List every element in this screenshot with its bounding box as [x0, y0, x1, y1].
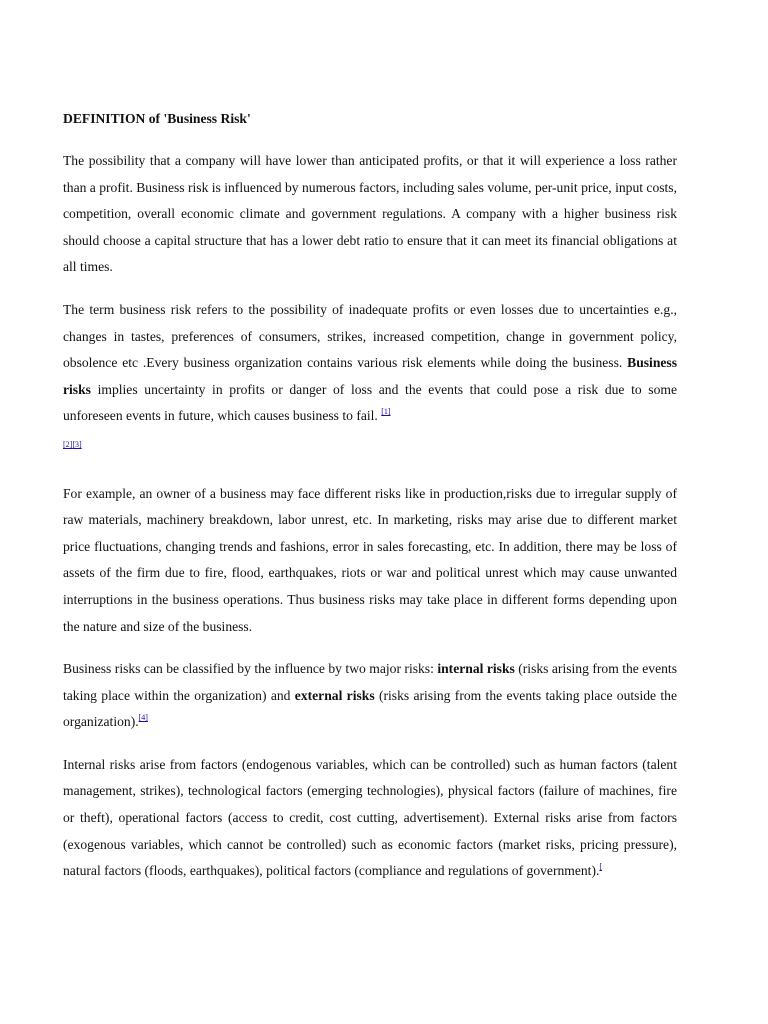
paragraph-classification-text-c: (risks arising from the events taking place outside the organization). — [63, 687, 677, 730]
paragraph-example: For example, an owner of a business may face different risks like in production,risks due to irregular supply of raw materials, machinery breakdown, labor unrest, etc. In marketing, risks may arise due to different market price fluctuations, changing trends and fashions, error in sales forecasting, etc. In addition, there may be loss of assets of the firm due to fire, flood, earthquakes, riots or war and political unrest which may cause unwanted interruptions in the business operations. Thus business risks may take place in different forms depending upon the nature and size of the business. — [63, 485, 677, 634]
bold-business-risks: Business risks — [63, 355, 677, 397]
bold-external-risks: external risks — [294, 687, 375, 703]
paragraph-term-text-b: implies uncertainty in profits or danger of loss and the events that could pose a risk due to some unforeseen events in future, which causes business to fail. — [63, 381, 677, 424]
paragraph-term-text-a: The term business risk refers to the possibility of inadequate profits or even losses due to uncertainties e.g., changes in tastes, preferences of consumers, strikes, increased competition, change in government policy, obsolence etc .Every business organization contains various risk elements while doing the business. — [63, 301, 677, 371]
paragraph-internal-external — [63, 752, 677, 885]
reference-link-1[interactable]: [1] — [381, 407, 391, 417]
document-heading: DEFINITION of 'Business Risk' — [63, 111, 251, 126]
reference-link-4[interactable]: [4] — [138, 713, 148, 723]
paragraph-term — [63, 297, 677, 459]
reference-link-2[interactable]: [2] — [63, 439, 73, 449]
document-page — [63, 106, 677, 901]
paragraph-classification-text-b: (risks arising from the events taking place within the organization) and — [63, 661, 677, 703]
paragraph-classification — [63, 656, 677, 736]
paragraph-classification-text-a: Business risks can be classified by the influence by two major risks: — [63, 661, 438, 677]
reference-link-3[interactable]: [3] — [72, 439, 82, 449]
bold-internal-risks: internal risks — [437, 661, 515, 677]
paragraph-definition: The possibility that a company will have lower than anticipated profits, or that it will experience a loss rather than a profit. Business risk is influenced by numerous factors, including sales volume, per-unit price, input costs, competition, overall economic climate and government regulations. A company with a higher business risk should choose a capital structure that has a lower debt ratio to ensure that it can meet its financial obligations at all times. — [63, 153, 677, 275]
reference-link-5[interactable]: [ — [599, 862, 603, 872]
paragraph-internal-external-text: Internal risks arise from factors (endogenous variables, which can be controlled) such as human factors (talent management, strikes), technological factors (emerging technologies), physical factors (failure of machines, fire or theft), operational factors (access to credit, cost cutting, advertisement). External risks arise from factors (exogenous variables, which cannot be controlled) such as economic factors (market risks, pricing pressure), natural factors (floods, earthquakes), political factors (compliance and regulations of government). — [63, 756, 677, 879]
